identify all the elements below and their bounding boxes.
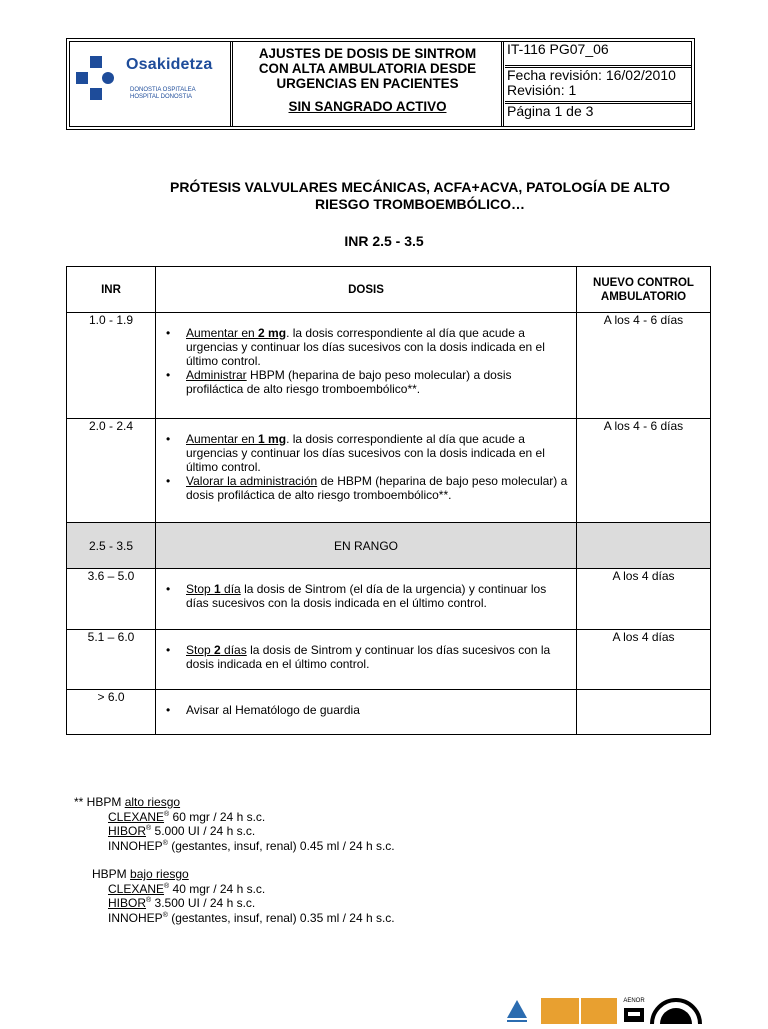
- document-meta: [505, 42, 691, 126]
- title-line-2: CON ALTA AMBULATORIA DESDE: [258, 61, 477, 76]
- header-dosis: DOSIS: [156, 267, 577, 313]
- dosis-text: la dosis de Sintrom (el día de la urgencia) y continuar los días sucesivos con la dosis indicada en el último control.: [186, 582, 547, 610]
- section-title: [120, 179, 720, 213]
- row-control: A los 4 - 6 días: [577, 419, 711, 523]
- row-dosis: [156, 419, 577, 523]
- aenor-logo: [620, 998, 648, 1024]
- footnote-prefix: ** HBPM: [74, 795, 125, 809]
- drug-dose: 40 mgr / 24 h s.c.: [169, 881, 266, 896]
- header-control-line-1: NUEVO CONTROL: [593, 276, 694, 289]
- dosis-action: Administrar: [186, 368, 247, 382]
- drug-name: HIBOR: [108, 896, 147, 910]
- table-header-row: [67, 267, 711, 313]
- footnote-low-risk: [74, 867, 395, 925]
- dosis-amount: 2 mg: [258, 326, 287, 340]
- footnote-low-risk-title: [92, 867, 395, 882]
- drug-dose: (gestantes, insuf, renal) 0.35 ml / 24 h s.c.: [167, 910, 395, 925]
- row-inr: 1.0 - 1.9: [67, 313, 156, 419]
- logo-subtitle: [130, 87, 196, 101]
- row-inr: 2.5 - 3.5: [67, 523, 156, 569]
- registered-mark: ®: [164, 882, 170, 890]
- dosis-text: Avisar al Hematólogo de guardia: [186, 703, 360, 717]
- logo-line-2: HOSPITAL DONOSTIA: [130, 94, 193, 100]
- inr-target-range: INR 2.5 - 3.5: [344, 233, 424, 249]
- revision-number: Revisión: 1: [507, 82, 577, 98]
- table-row: [67, 690, 711, 735]
- dosis-action: Aumentar en: [186, 432, 259, 446]
- registered-mark: ®: [162, 839, 168, 847]
- row-dosis: EN RANGO: [156, 523, 577, 569]
- drug-dose: 5.000 UI / 24 h s.c.: [151, 824, 256, 838]
- logo-line-1: DONOSTIA OSPITALEA: [130, 87, 196, 93]
- dosis-amount: 2: [214, 643, 221, 657]
- drug-line: [74, 839, 395, 854]
- table-row: [67, 419, 711, 523]
- header-control-line-2: AMBULATORIO: [600, 290, 687, 303]
- drug-name: HIBOR: [108, 824, 147, 838]
- dosis-bullet: [164, 474, 568, 502]
- hbc-badge-icon: [541, 998, 579, 1024]
- header-inr: INR: [67, 267, 156, 313]
- dosis-text: la dosis de Sintrom y continuar los días sucesivos con la dosis indicada en el último control.: [186, 643, 551, 671]
- row-dosis: [156, 313, 577, 419]
- drug-dose: (gestantes, insuf, renal) 0.45 ml / 24 h s.c.: [167, 838, 395, 853]
- dosis-bullet: [164, 326, 568, 368]
- title-line-3: URGENCIAS EN PACIENTES: [276, 76, 459, 91]
- drug-name: CLEXANE: [108, 881, 165, 896]
- dosis-unit: día: [220, 582, 241, 596]
- drug-line: [74, 824, 395, 839]
- drug-name: INNOHEP: [108, 910, 163, 925]
- dosis-bullet: [164, 432, 568, 474]
- osakidetza-cross-icon: [76, 56, 116, 100]
- header-control: [577, 267, 711, 313]
- dosing-table: [66, 266, 711, 735]
- table-row-in-range: [67, 523, 711, 569]
- row-dosis: [156, 690, 577, 735]
- row-inr: > 6.0: [67, 690, 156, 735]
- section-title-line-2: RIESGO TROMBOEMBÓLICO…: [315, 196, 525, 212]
- revision-info: [505, 68, 691, 102]
- row-control: [577, 690, 711, 735]
- dosis-bullet: [164, 368, 568, 396]
- doc-code: IT-116 PG07_06: [505, 42, 691, 66]
- drug-line: [92, 896, 395, 911]
- dosis-text: . la dosis correspondiente al día que acude a urgencias y continuar los días sucesivos con la dosis indicada en el último control.: [186, 432, 545, 474]
- dosis-text: de HBPM (heparina de bajo peso molecular) a dosis profiláctica de alto riesgo tromboembólico**.: [186, 474, 568, 502]
- footnote-label: bajo riesgo: [130, 867, 189, 881]
- dosis-amount: 1: [214, 582, 221, 596]
- table-row: [67, 313, 711, 419]
- document-header: [66, 38, 695, 130]
- drug-dose: 60 mgr / 24 h s.c.: [169, 809, 266, 824]
- hbc-badge-icon: [581, 998, 617, 1024]
- footnote-high-risk-title: [74, 795, 395, 810]
- dosis-action: Valorar la administración: [186, 474, 318, 488]
- dosis-amount: 1 mg: [258, 432, 287, 446]
- document-subtitle: SIN SANGRADO ACTIVO: [288, 99, 447, 114]
- row-control: [577, 523, 711, 569]
- registered-mark: ®: [146, 825, 152, 832]
- osakidetza-logo: [70, 42, 231, 126]
- row-control: A los 4 - 6 días: [577, 313, 711, 419]
- registered-mark: ®: [146, 897, 152, 904]
- footnote-label: alto riesgo: [124, 795, 181, 809]
- revision-date: Fecha revisión: 16/02/2010: [507, 67, 676, 83]
- registered-mark: ®: [162, 911, 168, 919]
- logo-name: Osakidetza: [126, 56, 213, 73]
- row-inr: 5.1 – 6.0: [67, 630, 156, 690]
- table-row: [67, 630, 711, 690]
- drug-name: INNOHEP: [108, 838, 163, 853]
- registered-mark: ®: [164, 810, 170, 818]
- document-title: [234, 42, 502, 126]
- dosis-text: . la dosis correspondiente al día que acude a urgencias y continuar los días sucesivos con la dosis indicada en el último control.: [186, 326, 545, 368]
- row-dosis: [156, 569, 577, 630]
- drug-line: [92, 882, 395, 897]
- footnote-prefix: HBPM: [92, 867, 131, 881]
- dosis-action: Aumentar en: [186, 326, 259, 340]
- page-number: Página 1 de 3: [507, 103, 594, 119]
- title-line-1: AJUSTES DE DOSIS DE SINTROM: [258, 46, 477, 61]
- row-dosis: [156, 630, 577, 690]
- row-control: A los 4 días: [577, 630, 711, 690]
- drug-line: [92, 911, 395, 926]
- dosis-action: Stop: [186, 643, 215, 657]
- row-control: A los 4 días: [577, 569, 711, 630]
- footnote: [74, 795, 395, 925]
- row-inr: 3.6 – 5.0: [67, 569, 156, 630]
- table-row: [67, 569, 711, 630]
- aenor-mark-icon: [620, 1004, 648, 1022]
- dosis-bullet: [164, 703, 568, 717]
- dosis-bullet: [164, 643, 568, 671]
- aenor-label: AENOR: [623, 998, 645, 1004]
- dosis-bullet: [164, 582, 568, 610]
- drug-name: CLEXANE: [108, 809, 165, 824]
- section-title-line-1: PRÓTESIS VALVULARES MECÁNICAS, ACFA+ACVA, PATOLOGÍA DE ALTO: [169, 179, 670, 195]
- drug-line: [74, 810, 395, 825]
- pyramid-logo-icon: [505, 998, 530, 1024]
- dosis-action: Stop: [186, 582, 215, 596]
- dosis-text: HBPM (heparina de bajo peso molecular) a dosis profiláctica de alto riesgo tromboembólico**.: [186, 368, 512, 396]
- row-inr: 2.0 - 2.4: [67, 419, 156, 523]
- certification-seal-icon: [650, 998, 702, 1024]
- dosis-unit: días: [220, 643, 247, 657]
- drug-dose: 3.500 UI / 24 h s.c.: [151, 896, 256, 910]
